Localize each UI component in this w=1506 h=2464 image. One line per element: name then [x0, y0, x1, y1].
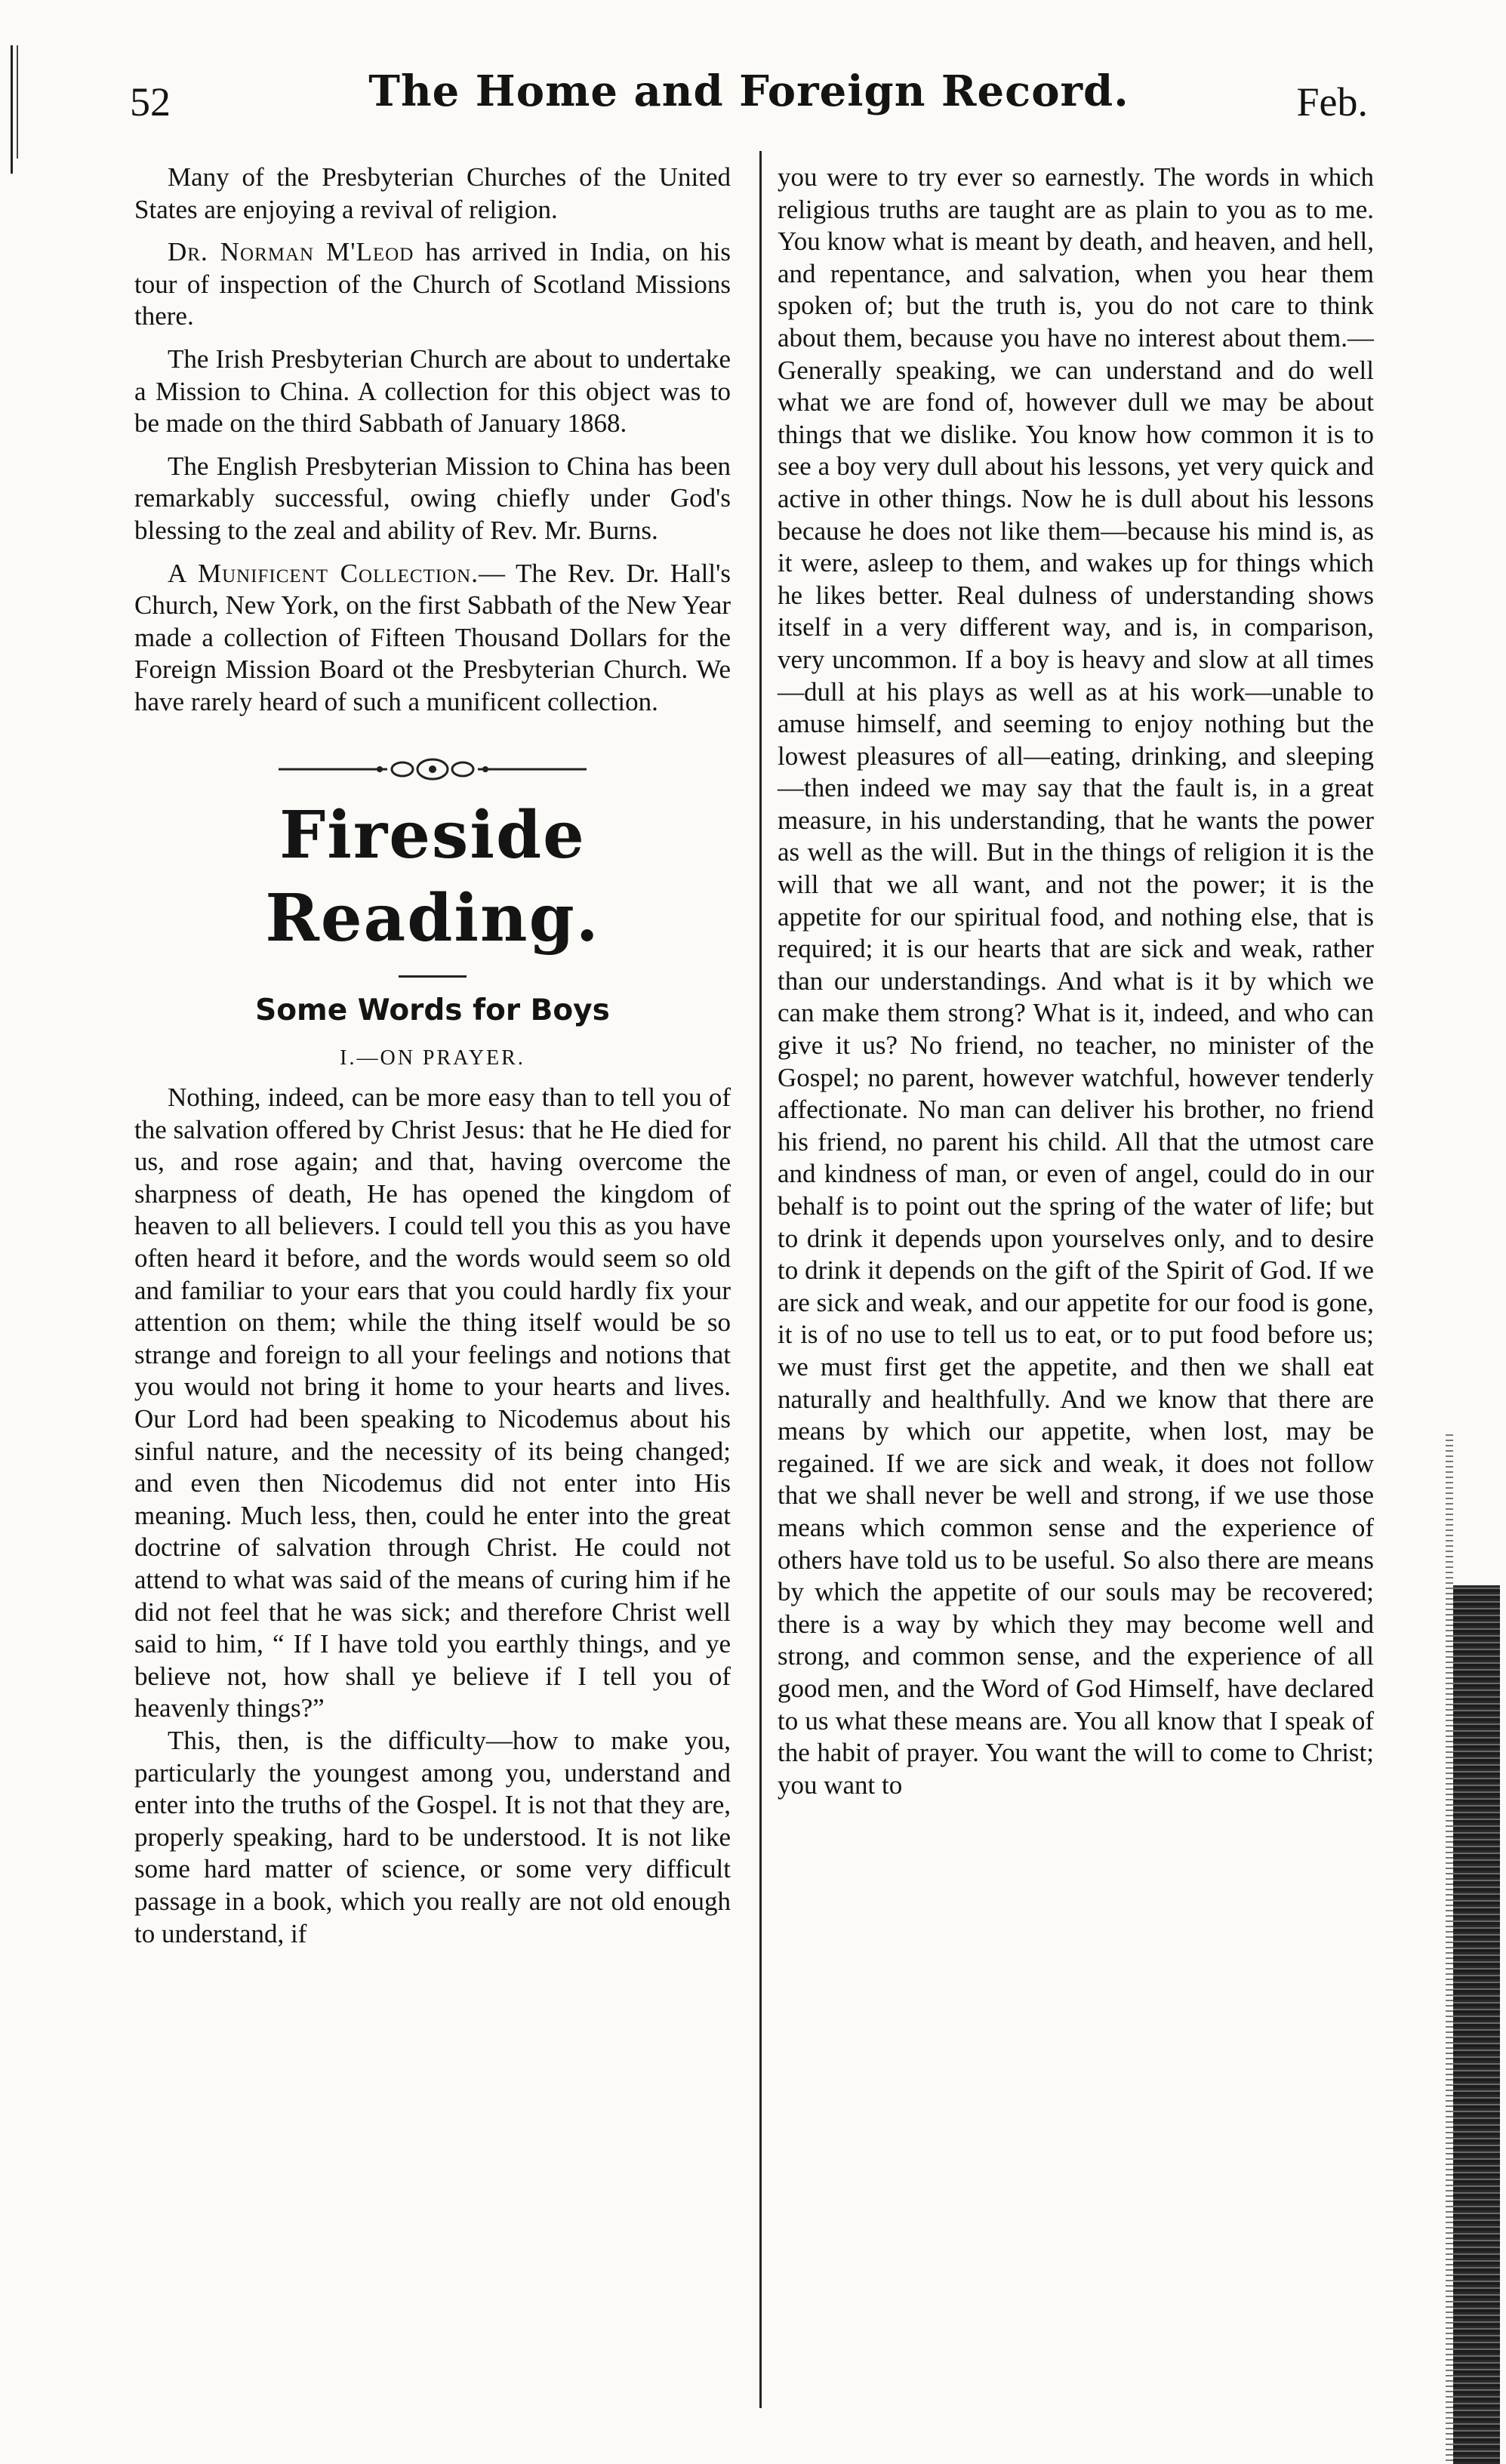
- article-paragraph: This, then, is the difficulty—how to make you, particularly the youngest among you, understand and enter into the truths of the Gospel. It is not that they are, properly speaking, hard to be understood. It is not like some hard matter of science, or some very difficult passage in a book, which you really are not old enough to understand, if: [134, 1725, 731, 1948]
- article-paragraph: Nothing, indeed, can be more easy than to tell you of the salvation offered by Christ Jesus: that he He died for us, and rose again; and that, having overcome the sharpness of death, He has opened the kingdom of heaven to all believers. I could tell you this as you have often heard it before, and the words would seem so old and familiar to your ears that you could hardly fix your attention on them; while the thing itself would be so strange and foreign to all your feelings and notions that you would not bring it home to your hearts and lives. Our Lord had been speaking to Nicodemus about his sinful nature, and the necessity of its being changed; and even then Nicodemus did not enter into His meaning. Much less, then, could he enter into the great doctrine of salvation through Christ. He could not attend to what was said of the means of curing him if he did not feel that he was sick; and therefore Christ well said to him, “ If I have told you earthly things, and ye believe not, how shall ye believe if I tell you of heavenly things?”: [134, 1083, 731, 1723]
- news-item: [134, 558, 731, 719]
- page-header: [130, 66, 1368, 139]
- news-item: [134, 236, 731, 333]
- article-title: Some Words for Boys: [255, 993, 610, 1027]
- issue-month: Feb.: [1296, 79, 1368, 125]
- article-paragraph: you were to try ever so earnestly. The words in which religious truths are taught are as plain to you as to me. You know what is meant by death, and heaven, and hell, and repentance, and salvation, when you hear them spoken of; but the truth is, you do not care to think about them, because you have no interest about them.—Generally speaking, we can understand and do well what we are fond of, however dull we may be about things that we dislike. You know how common it is to see a boy very dull about his lessons, yet very quick and active in other things. Now he is dull about his lessons because he does not like them—because his mind is, as it were, asleep to them, and wakes up for things which he likes better. Real dulness of understanding shows itself in a very different way, and is, in comparison, very uncommon. If a boy is heavy and slow at all times—dull at his plays as well as at his work—unable to amuse himself, and seeming to enjoy nothing but the lowest pleasures of all—eating, drinking, and sleeping—then indeed we may say that the fault is, in a great measure, in his understanding, that he wants the power as well as the will. But in the things of religion it is the will that we all want, and not the power; it is the appetite for our spiritual food, and nothing else, that is required; it is our hearts that are sick and weak, rather than our understandings. And what is it by which we can make them strong? What is it, indeed, and who can give it us? No friend, no teacher, no minister of the Gospel; no parent, however watchful, however tenderly affectionate. No man can deliver his brother, no friend his friend, no parent his child. All that the utmost care and kindness of man, or even of angel, could do in our behalf is to point out the spring of the water of life; but to drink it depends upon yourselves only, and to desire to drink it depends on the gift of the Spirit of God. If we are sick and weak, and our appetite for our food is gone, it is of no use to tell us to eat, or to put food before us; we must first get the appetite, and then we shall eat naturally and healthfully. And we know that there are means by which our appetite, when lost, may be regained. If we are sick and weak, it does not follow that we shall never be well and strong, if we use those means which common sense and the experience of others have told us to be useful. So also there are means by which the appetite of our souls may be recovered; there is a way by which they may become well and strong, and common sense, and the experience of all good men, and the Word of God Himself, have declared to us what these means are. You all know that I speak of the habit of prayer. You want the will to come to Christ; you want to: [778, 162, 1374, 1800]
- right-column: [778, 162, 1374, 1801]
- ornamental-divider: [274, 756, 591, 782]
- news-item: The Irish Presbyterian Church are about to undertake a Mission to China. A collection for this object was to be made on the third Sabbath of January 1868.: [134, 343, 731, 439]
- scan-edge-mark: [17, 45, 18, 159]
- news-item-lead: A Munificent Collection.: [168, 558, 479, 588]
- scan-edge-shadow: [1453, 1585, 1500, 2464]
- news-item-text: — The Rev. Dr. Hall's Church, New York, on the first Sabbath of the New Year made a collection of Fifteen Thousand Dollars for the Foreign Mission Board ot the Presbyterian Church. We have rarely heard of such a munificent collection.: [134, 558, 731, 716]
- section-heading: Fireside Reading.: [265, 796, 600, 956]
- news-item: Many of the Presbyterian Churches of the United States are enjoying a revival of religion.: [134, 162, 731, 224]
- scan-edge-shadow: [1446, 1434, 1453, 2464]
- page-number: 52: [130, 79, 171, 125]
- article-section: I.—ON PRAYER.: [340, 1046, 525, 1070]
- journal-title: The Home and Foreign Record.: [368, 66, 1129, 116]
- news-item-text: has arrived in India, on his tour of inspection of the Church of Scotland Missions there.: [134, 237, 731, 331]
- left-column: [134, 162, 731, 1950]
- scan-edge-mark: [11, 45, 13, 174]
- heading-rule: [399, 975, 467, 978]
- news-item-lead: Dr. Norman M'Leod: [168, 237, 414, 267]
- news-item: The English Presbyterian Mission to China has been remarkably successful, owing chiefly under God's blessing to the zeal and ability of Rev. Mr. Burns.: [134, 451, 731, 545]
- column-divider: [759, 151, 762, 2408]
